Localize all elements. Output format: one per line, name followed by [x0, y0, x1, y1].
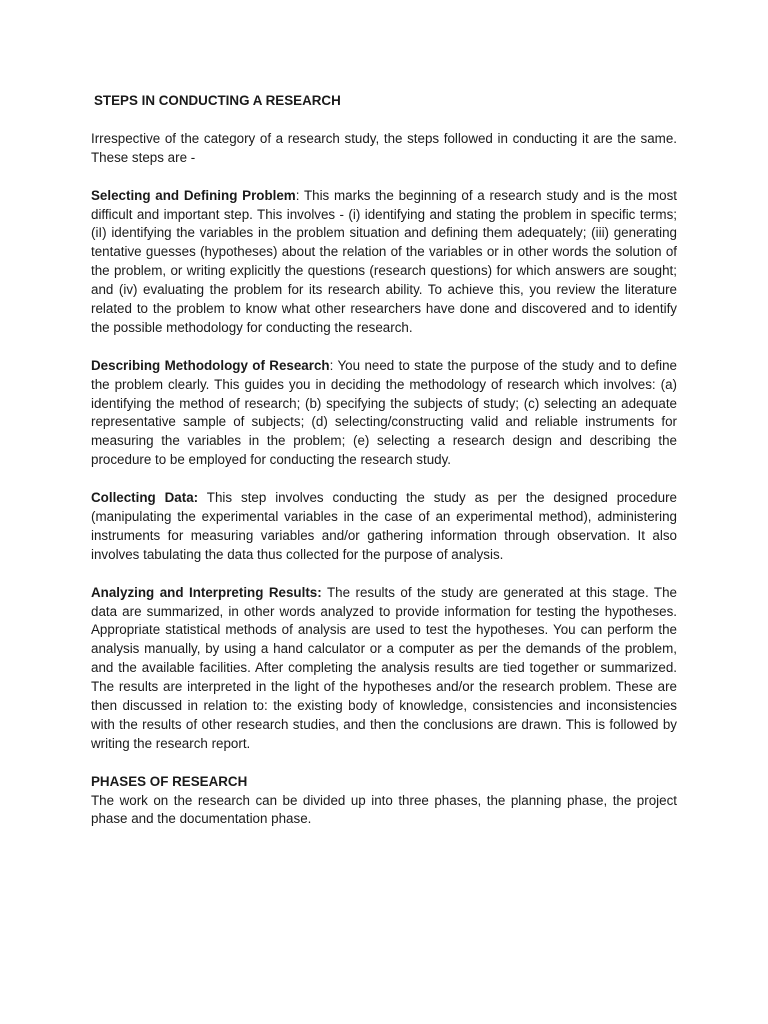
- step-body: This marks the beginning of a research study and is the most difficult and important step. This involves - (i) identifying and stating the problem in specific terms; (iI) identifying the variables in the problem situation and defining them adequately; (iii) generating tentative guesses (hypotheses) about the relation of the variables or in other words the solution of the problem, or writing explicitly the questions (research questions) for which answers are sought; and (iv) evaluating the problem for its research ability. To achieve this, you review the literature related to the problem to know what other researchers have done and discovered and to identify the possible methodology for conducting the research.: [91, 187, 677, 335]
- step-heading: Selecting and Defining Problem: [91, 187, 296, 203]
- step-heading-separator: :: [329, 357, 334, 373]
- step-body: You need to state the purpose of the study and to define the problem clearly. This guides you in deciding the methodology of research which involves: (a) identifying the method of research; (b) specifying the subjects of study; (c) selecting an adequate representative sample of subjects; (d) selecting/constructing valid and reliable instruments for measuring the variables in the problem; (e) selecting a research design and describing the procedure to be employed for conducting the research study.: [91, 357, 678, 468]
- phases-paragraph: The work on the research can be divided up into three phases, the planning phase, the project phase and the documentation phase.: [91, 792, 677, 827]
- step-heading-separator: :: [295, 187, 300, 203]
- step-heading: Analyzing and Interpreting Results:: [91, 584, 322, 600]
- step-paragraph-analyzing-interpreting: [91, 584, 677, 754]
- phases-heading: PHASES OF RESEARCH: [91, 773, 248, 789]
- step-body: The results of the study are generated at this stage. The data are summarized, in other words analyzed to provide information for testing the hypotheses. Appropriate statistical methods of analysis are used to test the hypotheses. You can perform the analysis manually, by using a hand calculator or a computer as per the demands of the problem, and the available facilities. After completing the analysis results are tied together or summarized. The results are interpreted in the light of the hypotheses and/or the research problem. These are then discussed in relation to: the existing body of knowledge, consistencies and inconsistencies with the results of other research studies, and then the conclusions are drawn. This is followed by writing the research report.: [91, 584, 677, 751]
- step-paragraph-describing-methodology: [91, 357, 677, 470]
- step-heading: Describing Methodology of Research: [91, 357, 330, 373]
- step-body: This step involves conducting the study as per the designed procedure (manipulating the experimental variables in the case of an experimental method), administering instruments for measuring variables and/or gathering information through observation. It also involves tabulating the data thus collected for the purpose of analysis.: [91, 490, 677, 562]
- step-paragraph-selecting-defining-problem: [91, 187, 677, 338]
- document-title: STEPS IN CONDUCTING A RESEARCH: [94, 93, 341, 108]
- step-heading: Collecting Data:: [91, 490, 199, 506]
- document-page: [91, 92, 677, 829]
- intro-paragraph: Irrespective of the category of a research study, the steps followed in conducting it are the same. These steps are -: [91, 130, 677, 165]
- step-paragraph-collecting-data: [91, 489, 677, 565]
